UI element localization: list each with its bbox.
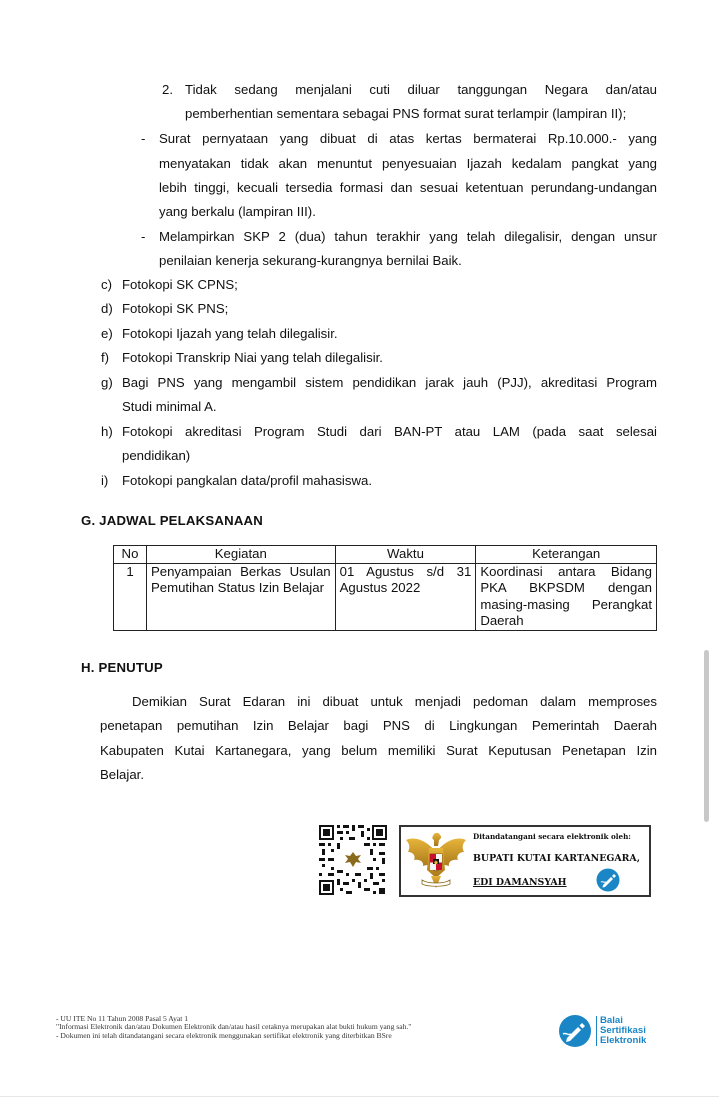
list-item-f: Fotokopi Transkrip Niai yang telah dilegalisir. — [122, 350, 383, 365]
dash-item-2-line-1: Melampirkan SKP 2 (dua) tahun terakhir yang telah dilegalisir, dengan unsur — [159, 229, 657, 244]
bsre-label-3: Elektronik — [600, 1035, 647, 1046]
list-item-2-line-1: Tidak sedang menjalani cuti diluar tanggungan Negara dan/atau — [185, 82, 657, 97]
list-item-c: Fotokopi SK CPNS; — [122, 277, 238, 292]
list-item-2-line-2: pemberhentian sementara sebagai PNS format surat terlampir (lampiran II); — [185, 106, 627, 121]
electronic-signature-box — [399, 825, 651, 897]
list-item-g-line-1: Bagi PNS yang mengambil sistem pendidikan jarak jauh (PJJ), akreditasi Program — [122, 375, 657, 390]
dash-item-2-line-2: penilaian kenerja sekurang-kurangnya bernilai Baik. — [159, 253, 462, 268]
table-row — [114, 563, 657, 630]
table-cell-waktu: 01 Agustus s/d 31 Agustus 2022 — [335, 563, 476, 630]
bsre-divider — [596, 1016, 597, 1046]
list-item-h-line-2: pendidikan) — [122, 448, 191, 463]
bsre-pen-icon — [557, 1014, 593, 1048]
table-header-keterangan: Keterangan — [476, 546, 657, 564]
footer-line-2: "Informasi Elektronik dan/atau Dokumen Elektronik dan/atau hasil cetaknya merupakan alat bukti hukum yang sah." — [56, 1022, 412, 1031]
table-cell-keterangan: Koordinasi antara Bidang PKA BKPSDM dengan masing-masing Perangkat Daerah — [476, 563, 657, 630]
footer-line-3: - Dokumen ini telah ditandatangani secara elektronik menggunakan sertifikat elektronik yang diterbitkan BSre — [56, 1031, 392, 1040]
list-marker-e: e) — [101, 326, 113, 341]
dash-item-1-line-3: lebih tinggi, kecuali tersedia formasi dan sesuai ketentuan perundang-undangan — [159, 180, 657, 195]
page-bottom-edge — [0, 1096, 719, 1097]
dash-item-1-line-4: yang berkalu (lampiran III). — [159, 204, 316, 219]
list-marker-g: g) — [101, 375, 113, 390]
table-header-no: No — [114, 546, 147, 564]
list-number-2: 2. — [162, 82, 173, 97]
closing-line-1: Demikian Surat Edaran ini dibuat untuk menjadi pedoman dalam memproses — [132, 694, 657, 709]
list-item-h-line-1: Fotokopi akreditasi Program Studi dari BAN-PT atau LAM (pada saat selesai — [122, 424, 657, 439]
table-header-kegiatan: Kegiatan — [146, 546, 335, 564]
table-cell-kegiatan: Penyampaian Berkas Usulan Pemutihan Status Izin Belajar — [146, 563, 335, 630]
bsre-label-2: Sertifikasi — [600, 1025, 646, 1036]
dash-item-1-line-1: Surat pernyataan yang dibuat di atas kertas bermaterai Rp.10.000.- yang — [159, 131, 657, 146]
section-g-heading: G. JADWAL PELAKSANAAN — [81, 513, 263, 528]
list-item-d: Fotokopi SK PNS; — [122, 301, 229, 316]
dash-marker: - — [141, 131, 146, 146]
list-marker-c: c) — [101, 277, 112, 292]
vertical-scrollbar[interactable] — [704, 650, 709, 822]
dash-marker: - — [141, 229, 146, 244]
dash-item-1-line-2: menyatakan tidak akan menuntut penyesuaian Ijazah kedalam pangkat yang — [159, 156, 657, 171]
table-header-row — [114, 546, 657, 564]
section-h-heading: H. PENUTUP — [81, 660, 163, 675]
signer-name: EDI DAMANSYAH — [473, 877, 567, 888]
list-marker-d: d) — [101, 301, 113, 316]
list-marker-i: i) — [101, 473, 109, 488]
table-header-waktu: Waktu — [335, 546, 476, 564]
list-item-g-line-2: Studi minimal A. — [122, 399, 217, 414]
closing-line-3: Kabupaten Kutai Kartanegara, yang belum memiliki Surat Keputusan Penetapan Izin — [100, 743, 657, 758]
table-cell-no: 1 — [114, 563, 147, 630]
list-marker-f: f) — [101, 350, 110, 365]
list-item-i: Fotokopi pangkalan data/profil mahasiswa. — [122, 473, 372, 488]
closing-line-2: penetapan pemutihan Izin Belajar bagi PNS di Lingkungan Pemerintah Daerah — [100, 718, 657, 733]
signature-caption: Ditandatangani secara elektronik oleh: — [473, 832, 631, 841]
signer-position: BUPATI KUTAI KARTANEGARA, — [473, 853, 640, 864]
schedule-table — [113, 545, 657, 631]
bsre-label-1: Balai — [600, 1015, 623, 1026]
qr-code-icon — [318, 824, 388, 896]
list-item-e: Fotokopi Ijazah yang telah dilegalisir. — [122, 326, 338, 341]
closing-line-4: Belajar. — [100, 767, 144, 782]
garuda-emblem-icon — [404, 830, 468, 892]
list-marker-h: h) — [101, 424, 113, 439]
bsre-badge-icon — [596, 868, 620, 892]
footer-line-1: - UU ITE No 11 Tahun 2008 Pasal 5 Ayat 1 — [56, 1014, 189, 1023]
